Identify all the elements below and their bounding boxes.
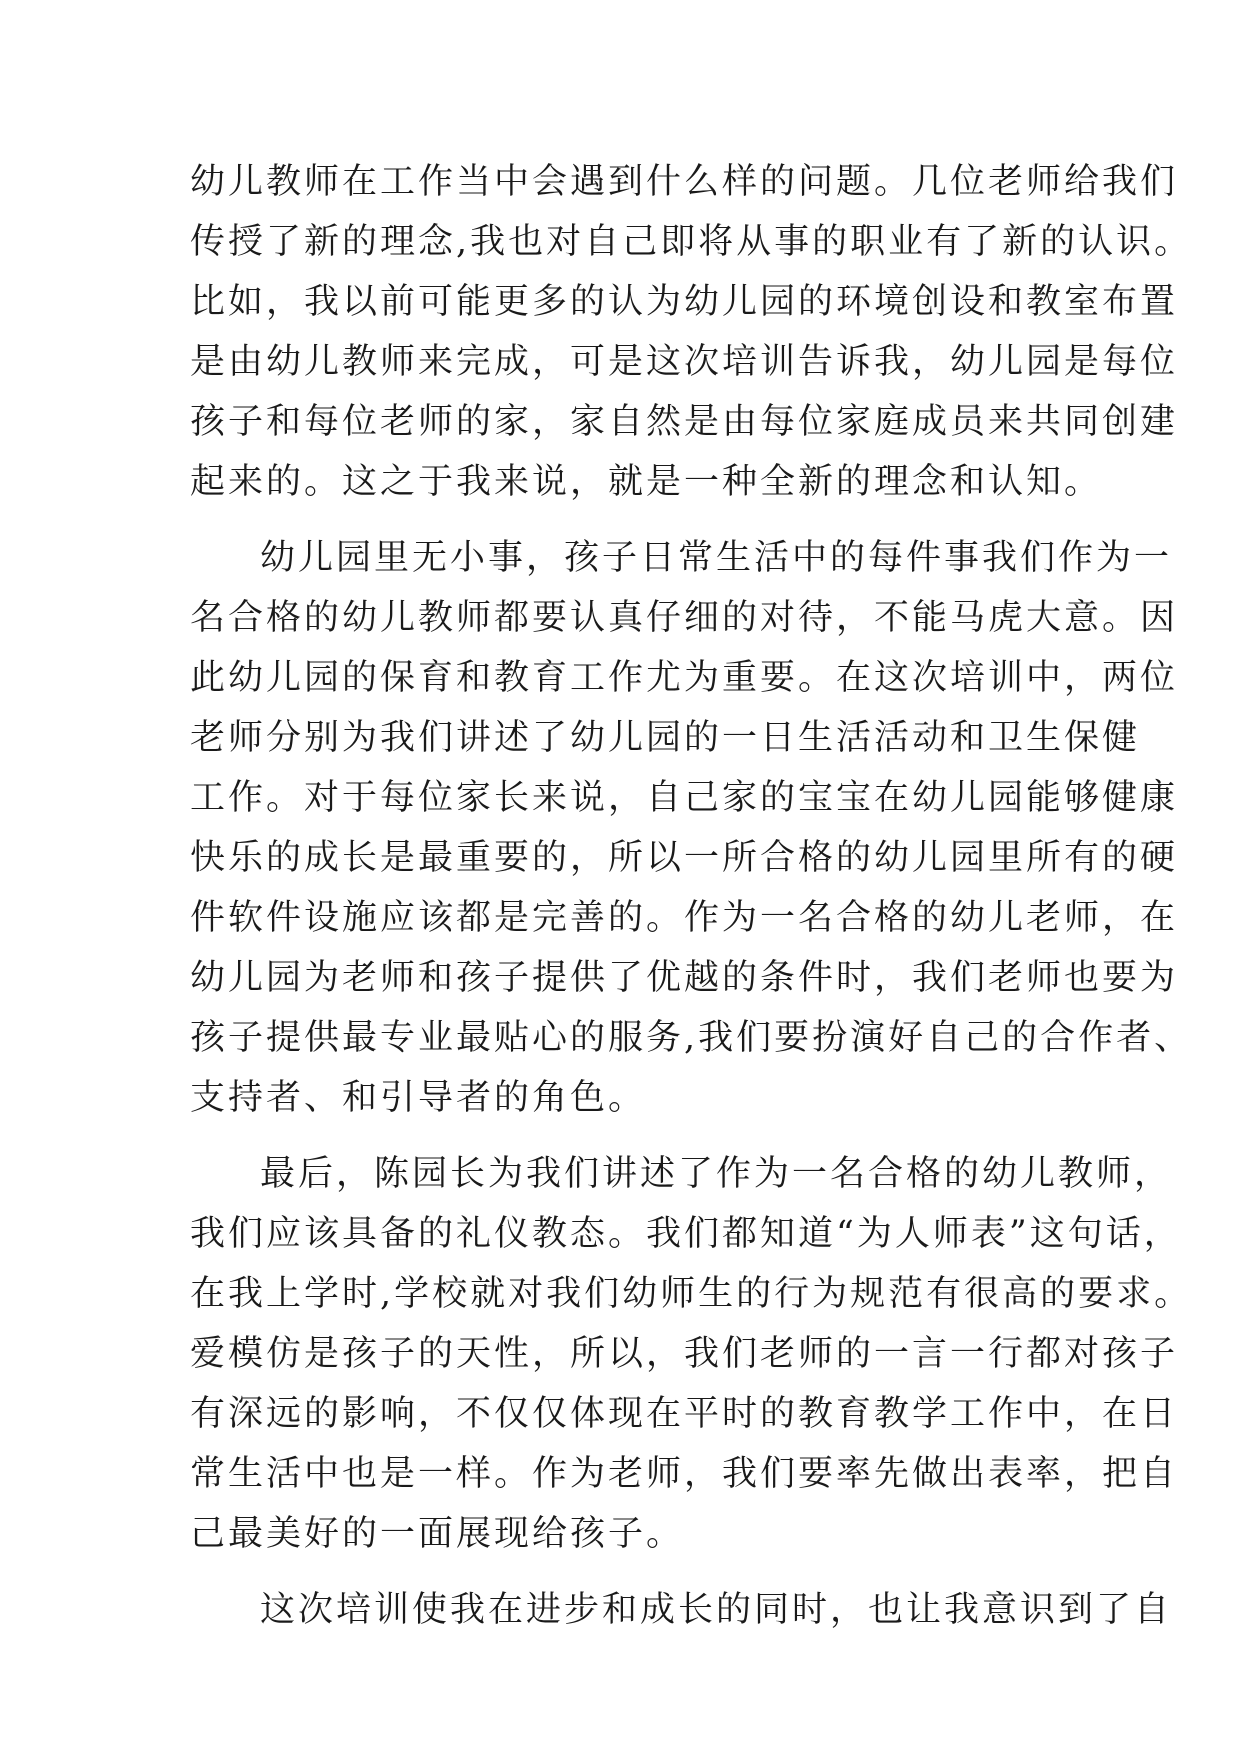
text-line: 件软件设施应该都是完善的。作为一名合格的幼儿老师，在 <box>190 898 1179 938</box>
text-line: 此幼儿园的保育和教育工作尤为重要。在这次培训中，两位 <box>190 658 1179 698</box>
text-line: 幼儿园为老师和孩子提供了优越的条件时，我们老师也要为 <box>190 958 1179 998</box>
text-line: 爱模仿是孩子的天性，所以，我们老师的一言一行都对孩子 <box>190 1334 1179 1374</box>
text-line: 孩子和每位老师的家，家自然是由每位家庭成员来共同创建 <box>190 402 1179 442</box>
text-line: 幼儿园里无小事，孩子日常生活中的每件事我们作为一 <box>260 538 1173 578</box>
paragraph-2 <box>190 528 1193 1128</box>
paragraph-3 <box>190 1144 1193 1564</box>
text-line: 己最美好的一面展现给孩子。 <box>190 1514 685 1554</box>
text-line: 传授了新的理念,我也对自己即将从事的职业有了新的认识。 <box>190 222 1193 262</box>
text-line: 名合格的幼儿教师都要认真仔细的对待，不能马虎大意。因 <box>190 598 1179 638</box>
paragraph-4 <box>190 1580 1173 1640</box>
text-line: 老师分别为我们讲述了幼儿园的一日生活活动和卫生保健 <box>190 718 1141 758</box>
text-line: 幼儿教师在工作当中会遇到什么样的问题。几位老师给我们 <box>190 162 1179 202</box>
text-line: 常生活中也是一样。作为老师，我们要率先做出表率，把自 <box>190 1454 1179 1494</box>
text-line: 最后，陈园长为我们讲述了作为一名合格的幼儿教师， <box>260 1154 1173 1194</box>
text-line: 有深远的影响，不仅仅体现在平时的教育教学工作中，在日 <box>190 1394 1179 1434</box>
text-line: 在我上学时,学校就对我们幼师生的行为规范有很高的要求。 <box>190 1274 1193 1314</box>
text-line: 支持者、和引导者的角色。 <box>190 1078 647 1118</box>
text-line: 起来的。这之于我来说，就是一种全新的理念和认知。 <box>190 462 1103 502</box>
paragraph-1 <box>190 152 1193 512</box>
text-line: 工作。对于每位家长来说，自己家的宝宝在幼儿园能够健康 <box>190 778 1179 818</box>
text-line: 我们应该具备的礼仪教态。我们都知道“为人师表”这句话， <box>190 1214 1182 1254</box>
text-line: 这次培训使我在进步和成长的同时，也让我意识到了自 <box>260 1590 1173 1630</box>
text-line: 快乐的成长是最重要的，所以一所合格的幼儿园里所有的硬 <box>190 838 1179 878</box>
body-text <box>190 152 1193 1640</box>
text-line: 是由幼儿教师来完成，可是这次培训告诉我，幼儿园是每位 <box>190 342 1179 382</box>
text-line: 孩子提供最专业最贴心的服务,我们要扮演好自己的合作者、 <box>190 1018 1193 1058</box>
text-line: 比如，我以前可能更多的认为幼儿园的环境创设和教室布置 <box>190 282 1179 322</box>
